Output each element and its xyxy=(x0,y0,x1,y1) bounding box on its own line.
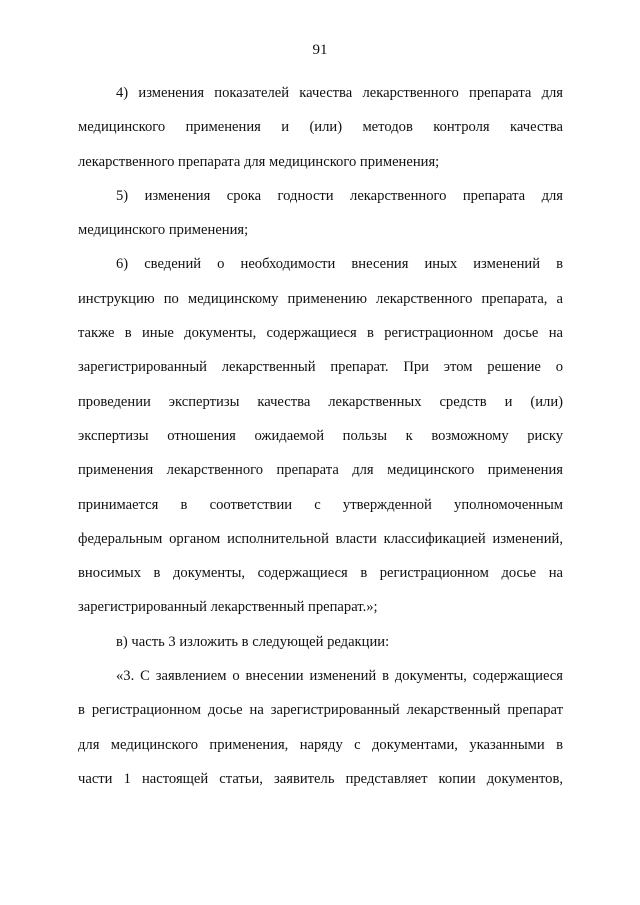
text-line: 5) изменения срока годности лекарственного препарата для xyxy=(116,187,563,204)
text-line: в регистрационном досье на зарегистрированный лекарственный препарат xyxy=(78,702,563,719)
text-line: федеральным органом исполнительной власти классификацией изменений, xyxy=(78,530,563,547)
text-line: части 1 настоящей статьи, заявитель представляет копии документов, xyxy=(78,770,563,787)
page-number: 91 xyxy=(312,42,328,58)
text-line: для медицинского применения, наряду с документами, указанными в xyxy=(78,736,563,753)
text-line: 6) сведений о необходимости внесения иных изменений в xyxy=(116,256,563,273)
text-line: 4) изменения показателей качества лекарственного препарата для xyxy=(116,85,563,101)
text-line: «3. С заявлением о внесении изменений в документы, содержащиеся xyxy=(116,668,563,685)
text-line: экспертизы отношения ожидаемой пользы к возможному риску xyxy=(78,427,563,444)
text-line: применения лекарственного препарата для медицинского применения xyxy=(78,462,563,479)
text-line: медицинского применения и (или) методов контроля качества xyxy=(78,119,563,136)
text-line: инструкцию по медицинскому применению лекарственного препарата, а xyxy=(78,290,563,307)
text-line: в) часть 3 изложить в следующей редакции: xyxy=(116,633,390,650)
text-line: зарегистрированный лекарственный препарат.»; xyxy=(78,599,378,616)
document-body xyxy=(78,76,563,796)
text-line: зарегистрированный лекарственный препарат. При этом решение о xyxy=(78,359,563,376)
text-line: медицинского применения; xyxy=(78,222,249,239)
text-line: вносимых в документы, содержащиеся в регистрационном досье на xyxy=(78,565,563,582)
text-line: также в иные документы, содержащиеся в регистрационном досье на xyxy=(78,325,563,342)
text-line: проведении экспертизы качества лекарственных средств и (или) xyxy=(78,393,563,410)
text-line: лекарственного препарата для медицинского применения; xyxy=(78,153,440,170)
text-line: принимается в соответствии с утвержденной уполномоченным xyxy=(78,496,563,513)
